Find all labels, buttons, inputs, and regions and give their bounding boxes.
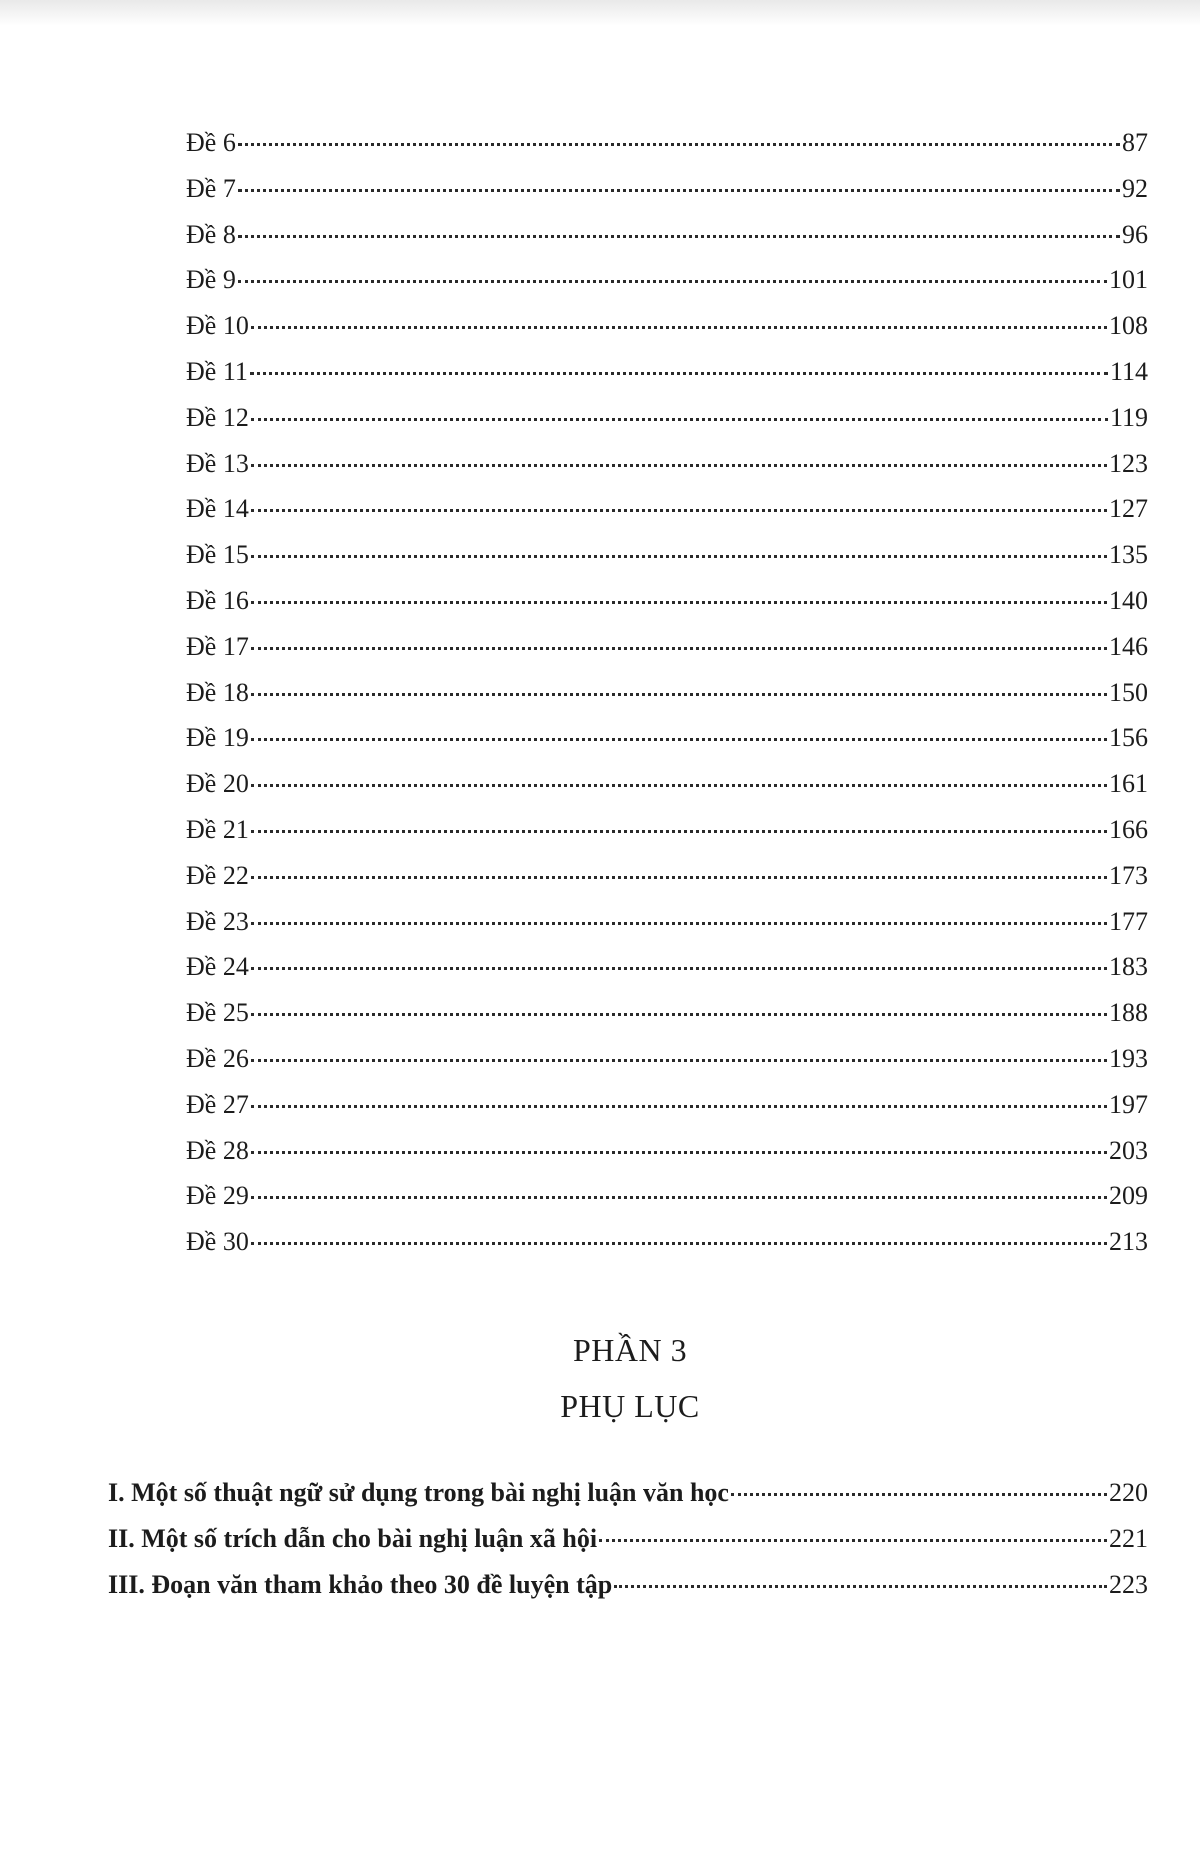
entry-title: Đề 11 [186,356,248,386]
page-number: 173 [1109,860,1148,890]
dot-leader [251,967,1107,970]
toc-entry [186,220,1148,266]
entry-title: Đề 19 [186,723,249,753]
entry-title: Đề 9 [186,265,236,295]
entry-title: II. Một số trích dẫn cho bài nghị luận xã hội [108,1524,598,1553]
toc-entry [186,861,1148,907]
dot-leader [251,326,1107,329]
entry-title: Đề 20 [186,769,249,799]
appendix-list [108,1478,1148,1616]
dot-leader [251,830,1107,833]
entry-title: Đề 7 [186,173,236,203]
page-number: 221 [1109,1524,1148,1553]
toc-entry [186,174,1148,220]
dot-leader [251,601,1107,604]
page-number: 96 [1122,219,1148,249]
page-number: 150 [1109,677,1148,707]
entry-title: Đề 6 [186,128,236,157]
dot-leader [238,235,1120,238]
entry-title: Đề 16 [186,585,249,615]
toc-entry [186,723,1148,769]
appendix-entry [108,1524,1148,1570]
entry-title: Đề 10 [186,311,249,341]
toc-entry [186,403,1148,449]
entry-title: Đề 22 [186,860,249,890]
page-number: 203 [1109,1135,1148,1165]
dot-leader [251,555,1107,558]
page-number: 188 [1109,998,1148,1028]
entry-title: Đề 15 [186,540,249,570]
entry-title: Đề 24 [186,952,249,982]
entry-title: Đề 17 [186,631,249,661]
page-number: 135 [1109,540,1148,570]
dot-leader [250,372,1108,375]
dot-leader [251,1151,1107,1154]
entry-title: Đề 26 [186,1043,249,1073]
toc-entry [186,357,1148,403]
appendix-entry [108,1478,1148,1524]
dot-leader [251,1196,1107,1199]
toc-entry [186,678,1148,724]
appendix-entry [108,1570,1148,1616]
page-number: 156 [1109,723,1148,753]
dot-leader [251,464,1107,467]
dot-leader [251,1105,1107,1108]
page-number: 146 [1109,631,1148,661]
toc-entry [186,769,1148,815]
toc-entry [186,907,1148,953]
dot-leader [251,1013,1107,1016]
toc-entry [186,128,1148,174]
entry-title: Đề 30 [186,1227,249,1257]
toc-entry [186,1136,1148,1182]
dot-leader [238,280,1107,283]
page-number: 223 [1109,1570,1148,1599]
toc-entry [186,311,1148,357]
dot-leader [251,876,1107,879]
dot-leader [251,693,1107,696]
scan-shadow [0,0,1200,26]
entry-title: Đề 13 [186,448,249,478]
page-number: 119 [1109,402,1148,432]
page-number: 183 [1109,952,1148,982]
entry-title: Đề 28 [186,1135,249,1165]
entry-title: Đề 25 [186,998,249,1028]
toc-entry [186,449,1148,495]
toc-entry [186,265,1148,311]
page-number: 101 [1109,265,1148,295]
toc-entry [186,998,1148,1044]
dot-leader [251,1059,1107,1062]
dot-leader [251,647,1107,650]
toc-entry [186,632,1148,678]
part-number: PHẦN 3 [572,1332,688,1368]
entry-title: I. Một số thuật ngữ sử dụng trong bài nghị luận văn học [108,1478,729,1507]
page-number: 220 [1109,1478,1148,1507]
part-title: PHỤ LỤC [560,1388,700,1424]
page-number: 87 [1122,128,1148,157]
dot-leader [251,922,1107,925]
dot-leader [238,143,1120,146]
entry-title: Đề 23 [186,906,249,936]
toc-entry [186,1044,1148,1090]
toc-entry [186,815,1148,861]
entry-title: Đề 21 [186,814,249,844]
page-number: 166 [1109,814,1148,844]
entry-title: Đề 18 [186,677,249,707]
page-number: 197 [1109,1089,1148,1119]
entry-title: Đề 12 [186,402,249,432]
dot-leader [251,738,1107,741]
page-number: 193 [1109,1043,1148,1073]
entry-title: Đề 14 [186,494,249,524]
page-number: 114 [1109,356,1148,386]
dot-leader [251,418,1108,421]
toc-entry [186,540,1148,586]
dot-leader [238,189,1120,192]
page-number: 108 [1109,311,1148,341]
toc-list [186,128,1148,1273]
entry-title: Đề 29 [186,1181,249,1211]
page-number: 127 [1109,494,1148,524]
page-number: 161 [1109,769,1148,799]
toc-entry [186,1227,1148,1273]
dot-leader [251,509,1107,512]
dot-leader [251,1242,1107,1245]
entry-title: Đề 27 [186,1089,249,1119]
toc-entry [186,952,1148,998]
entry-title: III. Đoạn văn tham khảo theo 30 đề luyện tập [108,1570,613,1599]
page-number: 123 [1109,448,1148,478]
page-number: 140 [1109,585,1148,615]
dot-leader [251,784,1107,787]
entry-title: Đề 8 [186,219,236,249]
toc-entry [186,1181,1148,1227]
toc-entry [186,1090,1148,1136]
page-number: 92 [1122,173,1148,203]
page-number: 213 [1109,1227,1148,1257]
toc-entry [186,586,1148,632]
page-number: 177 [1109,906,1148,936]
dot-leader [599,1539,1107,1542]
dot-leader [614,1585,1107,1588]
page-number: 209 [1109,1181,1148,1211]
dot-leader [731,1493,1107,1496]
toc-entry [186,494,1148,540]
